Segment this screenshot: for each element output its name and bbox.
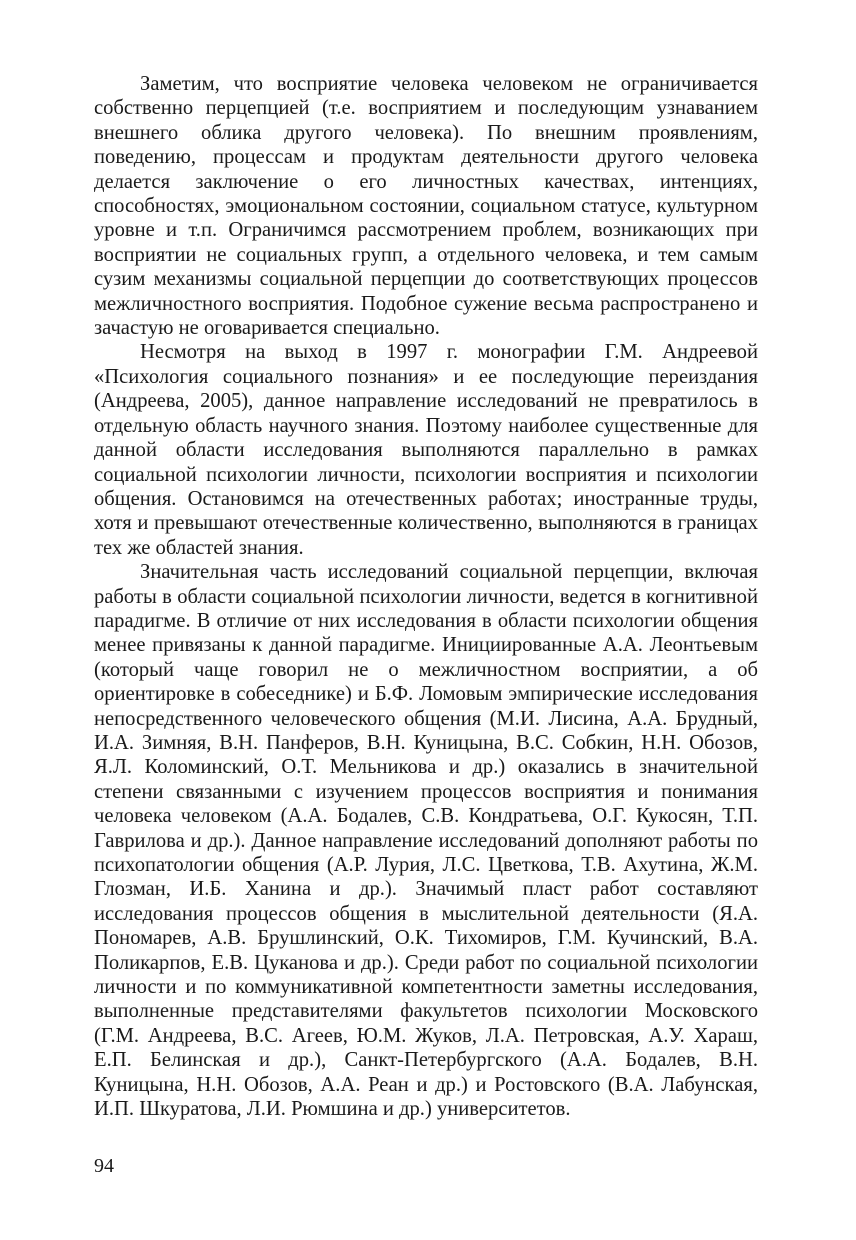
paragraph-2: Несмотря на выход в 1997 г. монографии Г.М. Андреевой «Психология социального познания» и ее последующие переиздания (Андреева, 2005), данное направление исследований не превратилось в отдельную область научного знания. Поэтому наиболее существенные для данной области исследования выполняются параллельно в рамках социальной психологии личности, психологии восприятия и психологии общения. Остановимся на отечественных работах; иностранные труды, хотя и превышают отечественные количественно, выполняются в границах тех же областей знания.: [94, 341, 758, 559]
paragraph-1: Заметим, что восприятие человека человеком не ограничивается собственно перцепцией (т.е. восприятием и последующим узнаванием внешнего облика другого человека). По внешним проявлениям, поведению, процессам и продуктам деятельности другого человека делается заключение о его личностных качествах, интенциях, способностях, эмоциональном состоянии, социальном статусе, культурном уровне и т.п. Ограничимся рассмотрением проблем, возникающих при восприятии не социальных групп, а отдельного человека, и тем самым сузим механизмы социальной перцепции до соответствующих процессов межличностного восприятия. Подобное сужение весьма распространено и зачастую не оговаривается специально.: [94, 73, 758, 340]
body-text: [94, 72, 758, 1121]
paragraph-3: Значительная часть исследований социальной перцепции, включая работы в области социальной психологии личности, ведется в когнитивной парадигме. В отличие от них исследования в области психологии общения менее привязаны к данной парадигме. Инициированные А.А. Леонтьевым (который чаще говорил не о межличностном восприятии, а об ориентировке в собеседнике) и Б.Ф. Ломовым эмпирические исследования непосредственного человеческого общения (М.И. Лисина, А.А. Брудный, И.А. Зимняя, В.Н. Панферов, В.Н. Куницына, В.С. Собкин, Н.Н. Обозов, Я.Л. Коломинский, О.Т. Мельникова и др.) оказались в значительной степени связанными с изучением процессов восприятия и понимания человека человеком (А.А. Бодалев, С.В. Кондратьева, О.Г. Кукосян, Т.П. Гаврилова и др.). Данное направление исследований дополняют работы по психопатологии общения (А.Р. Лурия, Л.С. Цветкова, Т.В. Ахутина, Ж.М. Глозман, И.Б. Ханина и др.). Значимый пласт работ составляют исследования процессов общения в мыслительной деятельности (Я.А. Пономарев, А.В. Брушлинский, О.К. Тихомиров, Г.М. Кучинский, В.А. Поликарпов, Е.В. Цуканова и др.). Среди работ по социальной психологии личности и по коммуникативной компетентности заметны исследования, выполненные представителями факультетов психологии Московского (Г.М. Андреева, В.С. Агеев, Ю.М. Жуков, Л.А. Петровская, А.У. Хараш, Е.П. Белинская и др.), Санкт-Петербургского (А.А. Бодалев, В.Н. Куницына, Н.Н. Обозов, А.А. Реан и др.) и Ростовского (В.А. Лабунская, И.П. Шкуратова, Л.И. Рюмшина и др.) университетов.: [94, 561, 758, 1121]
page-number: 94: [94, 1155, 114, 1177]
